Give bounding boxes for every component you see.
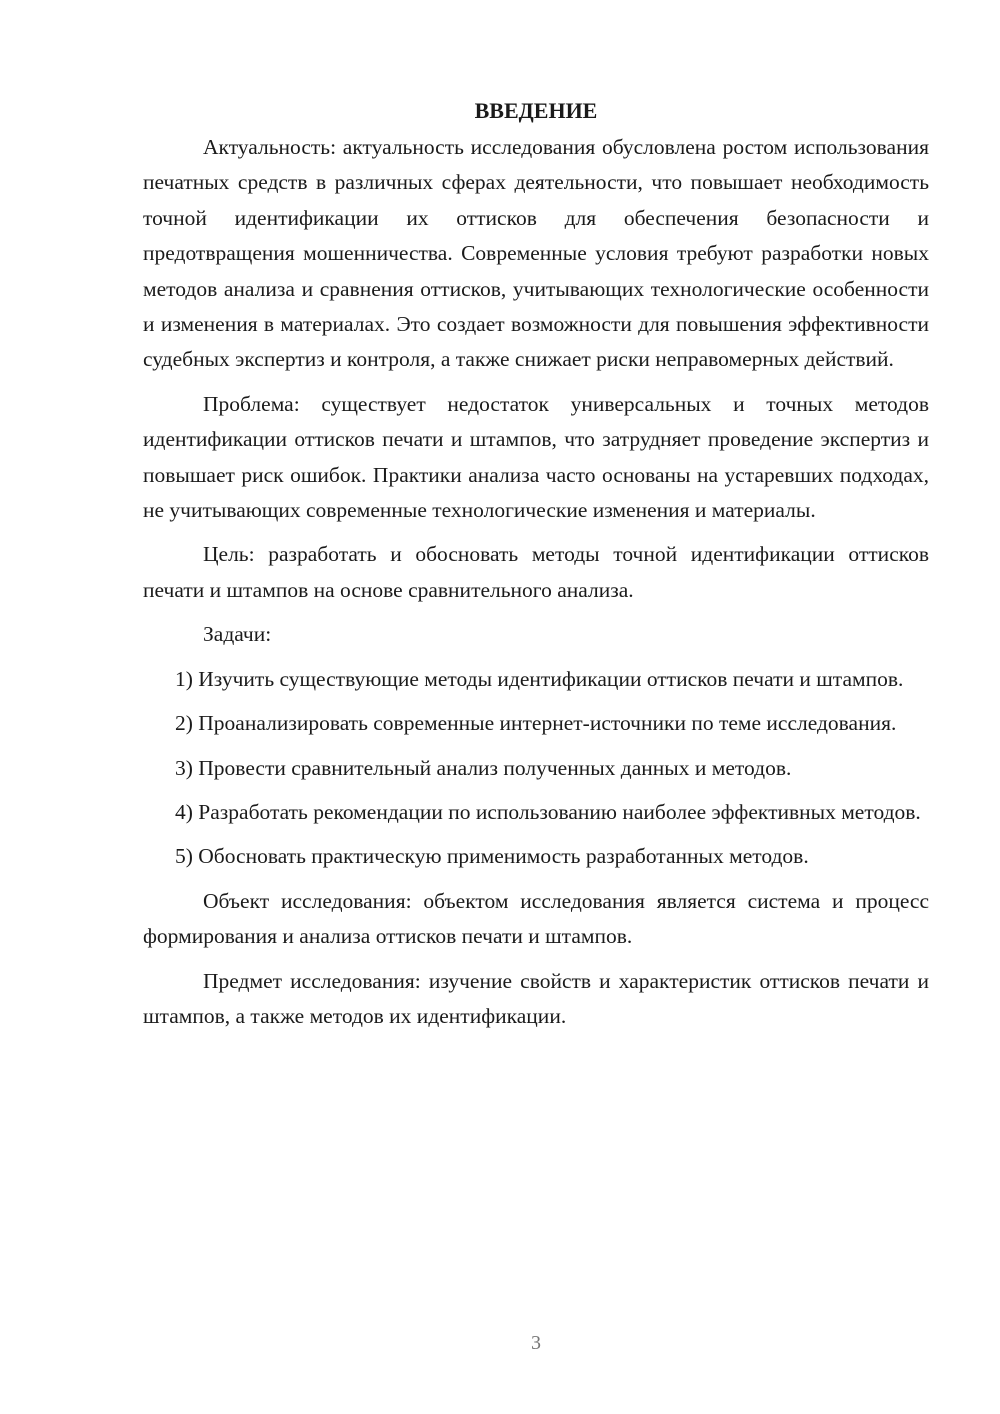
page-title: ВВЕДЕНИЕ — [474, 98, 598, 123]
task-item: 1) Изучить существующие методы идентификации оттисков печати и штампов. — [175, 666, 904, 691]
paragraph-problem: Проблема: существует недостаток универсальных и точных методов идентификации оттисков печати и штампов, что затрудняет проведение экспертиз и повышает риск ошибок. Практики анализа часто основаны на устаревших подходах, не учитывающих современные технологические изменения и материалы. — [143, 391, 929, 523]
paragraph-subject: Предмет исследования: изучение свойств и характеристик оттисков печати и штампов, а также методов их идентификации. — [143, 968, 929, 1028]
task-item: 3) Провести сравнительный анализ полученных данных и методов. — [175, 755, 792, 780]
document-page — [143, 96, 929, 1043]
task-item: 2) Проанализировать современные интернет-источники по теме исследования. — [175, 711, 897, 736]
task-item: 4) Разработать рекомендации по использованию наиболее эффективных методов. — [175, 799, 921, 824]
paragraph-goal: Цель: разработать и обосновать методы точной идентификации оттисков печати и штампов на основе сравнительного анализа. — [143, 542, 929, 602]
paragraph-object: Объект исследования: объектом исследования является система и процесс формирования и анализа оттисков печати и штампов. — [143, 888, 929, 949]
paragraph-tasks-heading: Задачи: — [203, 622, 272, 647]
page-number: 3 — [531, 1332, 541, 1354]
paragraph-relevance: Актуальность: актуальность исследования обусловлена ростом использования печатных средств в различных сферах деятельности, что повышает необходимость точной идентификации их оттисков для обеспечения безопасности и предотвращения мошенничества. Современные условия требуют разработки новых методов анализа и сравнения оттисков, учитывающих технологические особенности и изменения в материалах. Это создает возможности для повышения эффективности судебных экспертиз и контроля, а также снижает риски неправомерных действий. — [143, 135, 929, 372]
task-item: 5) Обосновать практическую применимость разработанных методов. — [175, 844, 809, 869]
